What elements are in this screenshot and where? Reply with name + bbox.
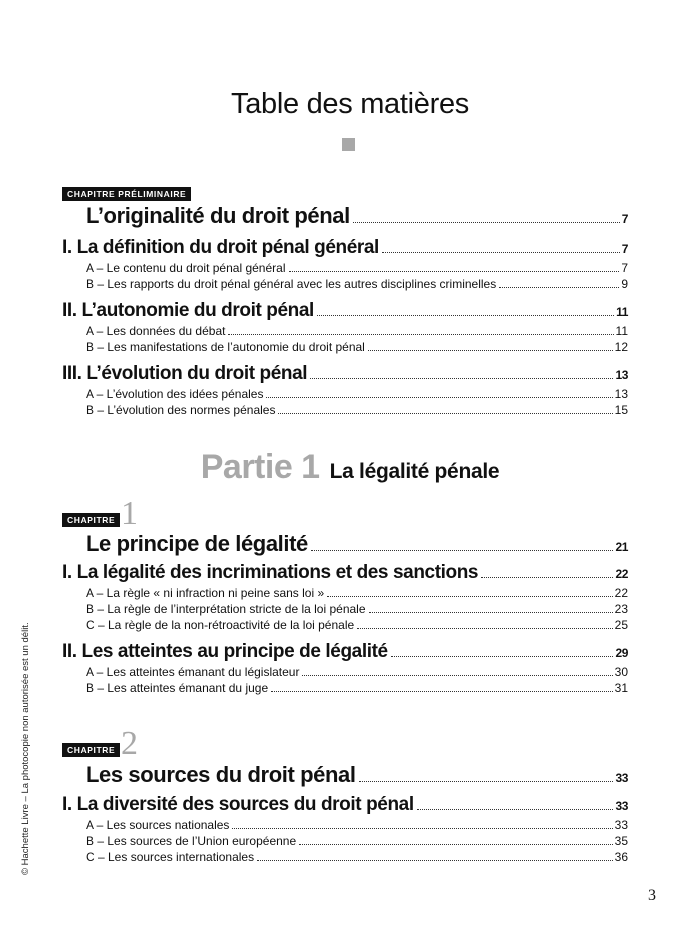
toc-page: 7 bbox=[621, 261, 628, 275]
toc-page: 33 bbox=[615, 799, 628, 813]
toc-label: III. L’évolution du droit pénal bbox=[62, 363, 308, 384]
toc-page: 22 bbox=[615, 567, 628, 581]
page-title: Table des matières bbox=[231, 88, 469, 120]
toc-subsection[interactable] bbox=[86, 818, 628, 832]
toc-label: I. La diversité des sources du droit pénal bbox=[62, 794, 414, 815]
toc-label: B – Les atteintes émanant du juge bbox=[86, 681, 269, 695]
partie-title: La légalité pénale bbox=[329, 460, 500, 483]
toc-label: C – La règle de la non-rétroactivité de la loi pénale bbox=[86, 618, 355, 632]
toc-subsection[interactable] bbox=[86, 681, 628, 695]
toc-label: I. La définition du droit pénal général bbox=[62, 237, 379, 258]
title-square bbox=[342, 138, 355, 151]
toc-subsection[interactable] bbox=[86, 340, 628, 354]
toc-subsection[interactable] bbox=[86, 261, 628, 275]
toc-subsection[interactable] bbox=[86, 834, 628, 848]
toc-page: 11 bbox=[616, 305, 628, 319]
toc-subsection[interactable] bbox=[86, 324, 628, 338]
toc-subsection[interactable] bbox=[86, 277, 628, 291]
toc-page: 15 bbox=[614, 403, 628, 417]
toc-page: 31 bbox=[614, 681, 628, 695]
toc-section[interactable] bbox=[62, 641, 628, 663]
toc-subsection[interactable] bbox=[86, 602, 628, 616]
page-number: 3 bbox=[648, 887, 656, 904]
toc-label: B – Les manifestations de l’autonomie du droit pénal bbox=[86, 340, 365, 354]
toc-subsection[interactable] bbox=[86, 850, 628, 864]
toc-label: A – Les données du débat bbox=[86, 324, 226, 338]
toc-label: B – La règle de l’interprétation stricte de la loi pénale bbox=[86, 602, 366, 616]
toc-label: A – Les sources nationales bbox=[86, 818, 230, 832]
toc-label: A – L’évolution des idées pénales bbox=[86, 387, 264, 401]
copyright-sidenote: © Hachette Livre – La photocopie non autorisée est un délit. bbox=[20, 622, 31, 875]
toc-page: 25 bbox=[614, 618, 628, 632]
toc-label: Le principe de légalité bbox=[86, 531, 308, 556]
toc-page: 21 bbox=[615, 540, 628, 554]
chapter-tag: CHAPITRE bbox=[62, 743, 120, 757]
toc-subsection[interactable] bbox=[86, 586, 628, 600]
toc-label: Les sources du droit pénal bbox=[86, 762, 356, 787]
toc-section[interactable] bbox=[62, 300, 628, 322]
toc-page: 9 bbox=[621, 277, 628, 291]
toc-page: 22 bbox=[614, 586, 628, 600]
toc-label: II. L’autonomie du droit pénal bbox=[62, 300, 314, 321]
toc-page: 7 bbox=[621, 212, 628, 226]
toc-section[interactable] bbox=[62, 363, 628, 385]
partie-label: Partie 1 bbox=[200, 448, 320, 486]
toc-subsection[interactable] bbox=[86, 618, 628, 632]
toc-chapter[interactable] bbox=[86, 762, 628, 788]
toc-label: L’originalité du droit pénal bbox=[86, 203, 350, 228]
toc-subsection[interactable] bbox=[86, 387, 628, 401]
toc-chapter-preliminary[interactable] bbox=[86, 203, 628, 229]
toc-page: 13 bbox=[615, 368, 628, 382]
toc-subsection[interactable] bbox=[86, 403, 628, 417]
chapter-number: 2 bbox=[121, 725, 138, 762]
chapter-number: 1 bbox=[121, 495, 138, 532]
toc-page: 36 bbox=[614, 850, 628, 864]
toc-label: B – L’évolution des normes pénales bbox=[86, 403, 276, 417]
toc-section[interactable] bbox=[62, 562, 628, 584]
toc-page: 12 bbox=[614, 340, 628, 354]
toc-label: I. La légalité des incriminations et des sanctions bbox=[62, 562, 479, 583]
toc-subsection[interactable] bbox=[86, 665, 628, 679]
toc-label: A – La règle « ni infraction ni peine sans loi » bbox=[86, 586, 325, 600]
toc-label: A – Le contenu du droit pénal général bbox=[86, 261, 286, 275]
toc-label: B – Les sources de l’Union européenne bbox=[86, 834, 297, 848]
toc-label: A – Les atteintes émanant du législateur bbox=[86, 665, 300, 679]
toc-chapter[interactable] bbox=[86, 531, 628, 557]
toc-label: B – Les rapports du droit pénal général avec les autres disciplines criminelles bbox=[86, 277, 497, 291]
toc-page: 11 bbox=[615, 324, 628, 338]
toc-section[interactable] bbox=[62, 794, 628, 816]
chapter-tag-preliminary: CHAPITRE PRÉLIMINAIRE bbox=[62, 187, 191, 201]
toc-page: 35 bbox=[614, 834, 628, 848]
chapter-tag: CHAPITRE bbox=[62, 513, 120, 527]
toc-page: 30 bbox=[614, 665, 628, 679]
partie-heading bbox=[0, 448, 700, 487]
toc-page: 33 bbox=[614, 818, 628, 832]
toc-label: II. Les atteintes au principe de légalité bbox=[62, 641, 388, 662]
toc-page: 33 bbox=[615, 771, 628, 785]
toc-page: 23 bbox=[614, 602, 628, 616]
toc-page: 29 bbox=[615, 646, 628, 660]
toc-page: 7 bbox=[621, 242, 628, 256]
toc-label: C – Les sources internationales bbox=[86, 850, 255, 864]
toc-section[interactable] bbox=[62, 237, 628, 259]
toc-page: 13 bbox=[614, 387, 628, 401]
